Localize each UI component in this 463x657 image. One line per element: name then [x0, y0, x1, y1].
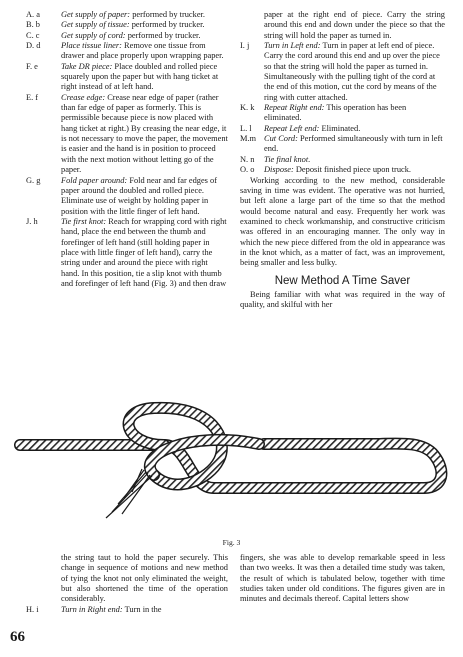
step-text: performed by trucker. — [131, 20, 205, 30]
step-name: Turn in Left end: — [264, 41, 321, 51]
step-key: B. b — [26, 20, 40, 30]
step-item — [26, 176, 228, 217]
bottom-left-column — [26, 553, 228, 615]
step-item — [240, 124, 445, 134]
step-key: A. a — [26, 10, 40, 19]
step-name: Take DR piece: — [61, 61, 113, 71]
body-paragraph: Working according to the new method, considerable saving in time was evident. The operative was not hurried, but left alone a large part of the time so that the method would become natural and easy. Frequently her work was examined to check workmanship, and constructive criticism was offered in an encouraging manner. The only way in which the new piece differed from the old in appearance was in the knot which, as a matter of fact, was an improvement, being smaller and less bulky. — [240, 175, 445, 268]
step-key: I. j — [240, 41, 250, 51]
step-item — [240, 103, 445, 124]
step-name: Place tissue liner: — [61, 41, 122, 51]
step-item — [26, 93, 228, 176]
step-key: N. n — [240, 154, 255, 164]
step-key: D. d — [26, 41, 41, 51]
page-number: 66 — [10, 629, 25, 645]
step-text: performed by trucker. — [132, 10, 205, 19]
step-key: H. i — [26, 604, 39, 614]
cord-main — [20, 444, 441, 488]
step-key: L. l — [240, 123, 252, 133]
step-item — [26, 62, 228, 93]
step-key: C. c — [26, 30, 40, 40]
step-text: Crease near edge of paper (rather than far edge of paper as formerly. This is permissible because piece is now placed with hang ticket at right.) By creasing the near edge, it is not necessary to move the paper, the movement is easier and the hand is in position to proceed with the next motion without letting go of the paper. — [61, 92, 228, 175]
knot-illustration — [14, 400, 452, 540]
step-key: J. h — [26, 216, 38, 226]
step-item — [26, 605, 228, 615]
step-key: F. e — [26, 61, 38, 71]
body-paragraph: Being familiar with what was required in the way of quality, and skilful with her — [240, 289, 445, 310]
step-key: K. k — [240, 103, 255, 113]
bottom-right-column — [240, 553, 445, 605]
step-item — [26, 20, 228, 30]
step-text: This operation has been eliminated. — [264, 103, 407, 123]
step-item — [240, 155, 445, 165]
step-name: Tie first knot: — [61, 216, 107, 226]
step-name: Dispose: — [264, 165, 294, 175]
continued-step-text: the string taut to hold the paper securely. This change in sequence of motions and new method of tying the knot not only eliminated the weight, but also shortened the time of the operation considerably. — [61, 553, 228, 604]
step-item — [240, 41, 445, 103]
step-item — [240, 165, 445, 175]
step-text: Remove one tissue from drawer and place properly upon wrapping paper. — [61, 41, 224, 61]
step-name: Crease edge: — [61, 92, 106, 102]
section-heading: New Method A Time Saver — [274, 274, 411, 287]
figure-caption: Fig. 3 — [222, 538, 241, 547]
step-name: Fold paper around: — [61, 175, 128, 185]
step-text: Performed simultaneously with turn in left end. — [264, 134, 443, 154]
step-name: Turn in Right end: — [61, 604, 123, 614]
step-text: Eliminated. — [321, 123, 361, 133]
step-name: Repeat Left end: — [264, 123, 320, 133]
step-item — [26, 10, 228, 20]
body-paragraph: fingers, she was able to develop remarkable speed in less than two weeks. It was then a detailed time study was taken, the result of which is tabulated below, together with time studies taken under old conditions. The figures given are in minutes and decimals thereof. Capital letters show — [240, 553, 445, 604]
knot-figure — [14, 400, 452, 540]
step-text: Deposit finished piece upon truck. — [295, 165, 412, 175]
step-item — [26, 31, 228, 41]
step-text: performed by trucker. — [127, 30, 201, 40]
step-name: Tie final knot. — [264, 154, 311, 164]
step-item — [26, 41, 228, 62]
step-text: Turn in paper at left end of piece. Carry the cord around this end and up over the piece so that the string will hold the paper as turned in. Simultaneously with the pulling tight of the cord at the end of this motion, cut the cord by means of the ring with cutter attached. — [264, 41, 440, 102]
step-text: Turn in the — [124, 604, 162, 614]
cord-frayed-end — [106, 469, 152, 518]
step-text: Place doubled and rolled piece squarely upon the paper but with hang ticket at right instead of at left hand. — [61, 61, 219, 92]
step-name: Get supply of cord: — [61, 30, 126, 40]
top-left-column — [26, 10, 228, 289]
step-key: M.m — [240, 134, 257, 144]
step-text: Reach for wrapping cord with right hand, place the end between the thumb and forefinger of left hand (still holding paper in place with little finger of left hand), carry the string under and around the piece with right hand. In this position, tie a slip knot with thumb and forefinger of left hand (Fig. 3) and then draw — [61, 216, 227, 288]
step-name: Repeat Right end: — [264, 103, 325, 113]
continued-step-text: paper at the right end of piece. Carry the string around this end and down under the piece so that the string will hold the paper as turned in. — [264, 10, 445, 40]
step-key: O. o — [240, 165, 255, 175]
step-key: E. f — [26, 92, 39, 102]
step-item — [240, 134, 445, 155]
step-key: G. g — [26, 175, 41, 185]
top-right-column — [240, 10, 445, 311]
step-text: Fold near and far edges of paper around the doubled and rolled piece. Eliminate use of weight by holding paper in position with the little finger of left hand. — [61, 175, 217, 216]
step-name: Get supply of paper: — [61, 10, 131, 19]
step-item — [26, 217, 228, 289]
step-name: Cut Cord: — [264, 134, 298, 144]
step-name: Get supply of tissue: — [61, 20, 130, 30]
